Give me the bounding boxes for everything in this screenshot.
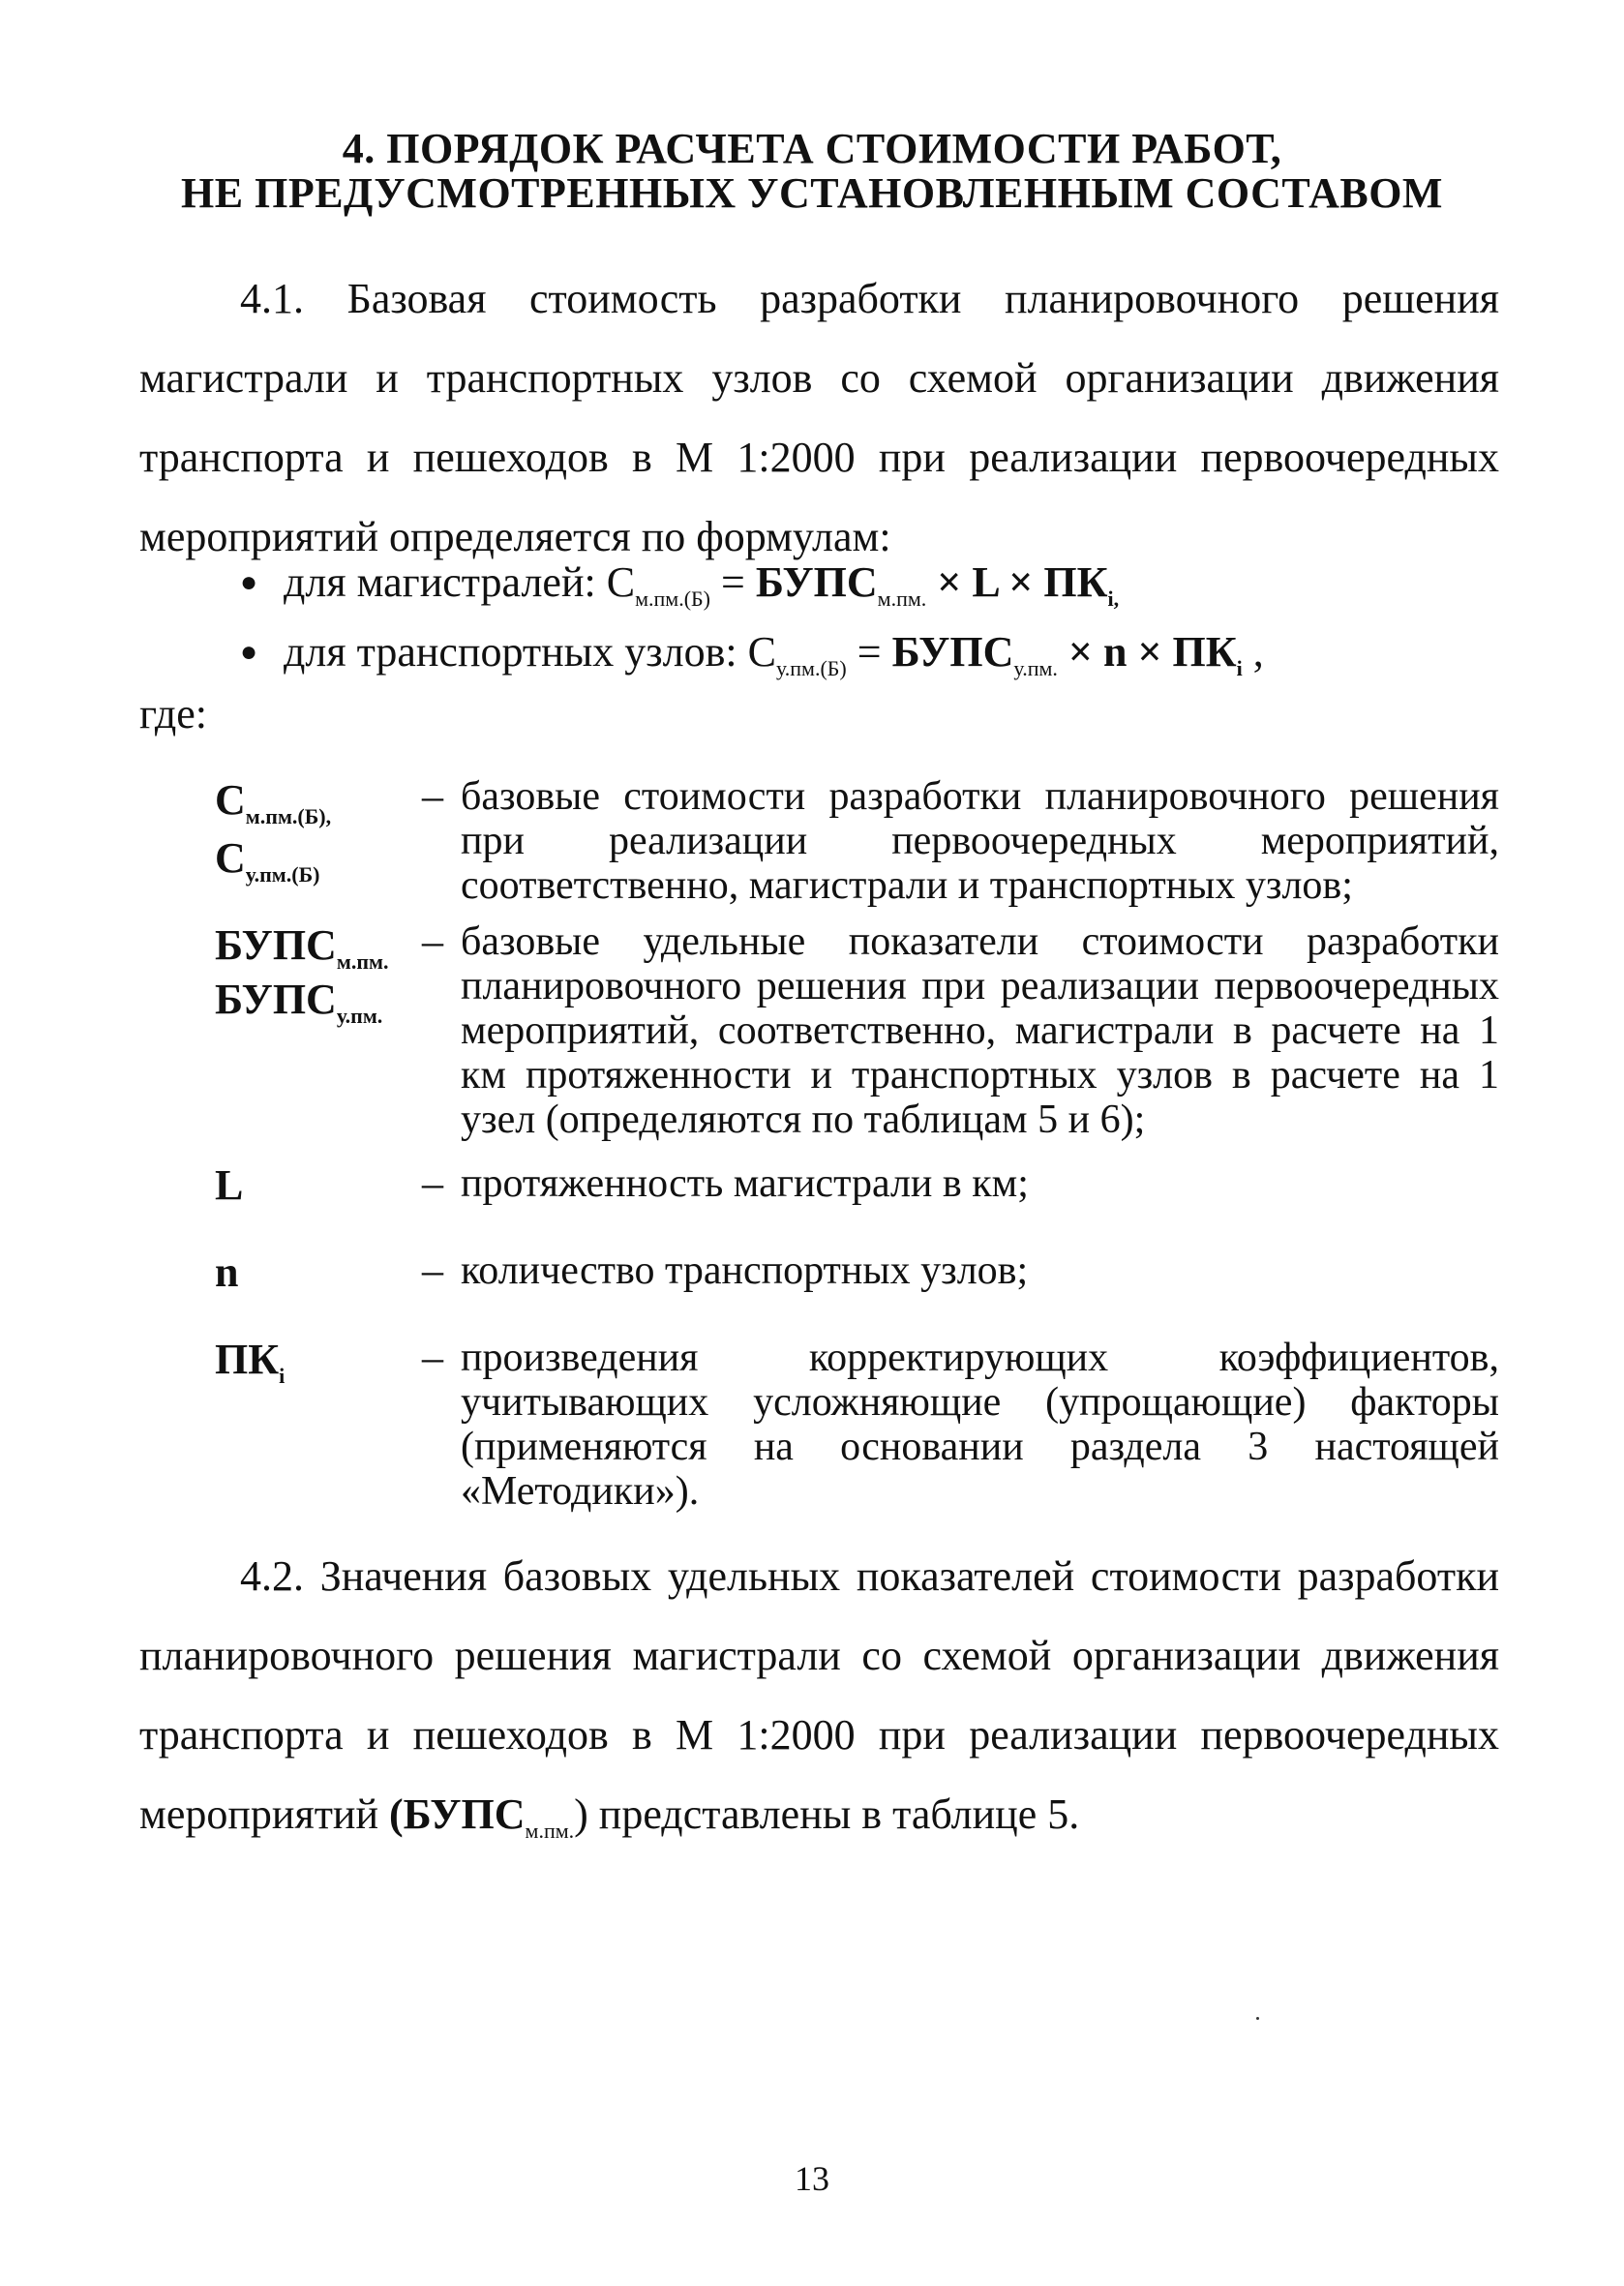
symbol-subscript: у.пм.(Б) (245, 862, 320, 887)
definition-text: базовые удельные показатели стоимости разработки планировочного решения при реализации первоочередных мероприятий, соответственно, магистрали в расчете на 1 км протяженности и транспортных узлов в расчете на 1 узел (определяются по таблицам 5 и 6); (461, 919, 1499, 1142)
paragraph-4-2 (139, 1537, 1499, 1861)
paragraph-4-1 (139, 259, 1499, 577)
definition-symbol (215, 772, 331, 835)
definition-text: количество транспортных узлов; (461, 1248, 1029, 1293)
definition-dash: – (422, 1334, 443, 1381)
definition-symbol (215, 830, 319, 893)
definition-dash: – (422, 1159, 443, 1207)
symbol-base: БУПС (215, 976, 337, 1023)
definition-dash: – (422, 1247, 443, 1294)
definition-text: базовые стоимости разработки планировочного решения при реализации первоочередных мероприятий, соответственно, магистрали и транспортных узлов; (461, 774, 1499, 908)
symbol-subscript: у.пм. (336, 1004, 383, 1028)
symbol-base: L (215, 1161, 244, 1209)
formula-bups: БУПС (755, 558, 878, 606)
paragraph-4-2-text: 4.2. Значения базовых удельных показателей стоимости разработки планировочного решения магистрали со схемой организации движения транспорта и пешеходов в М 1:2000 при реализации первоочередных мероприятий (139, 1552, 1499, 1838)
section-heading-line-2: НЕ ПРЕДУСМОТРЕННЫХ УСТАНОВЛЕННЫМ СОСТАВОМ (181, 169, 1443, 217)
formula-equals: = (857, 628, 882, 676)
definition-dash: – (422, 917, 443, 965)
formula-multipliers: × L × ПК (937, 558, 1108, 606)
symbol-subscript: м.пм.(Б), (245, 804, 332, 828)
formula-tail: , (1252, 628, 1264, 676)
formula-lhs-subscript: м.пм.(Б) (635, 587, 710, 611)
formula-lhs: С (747, 628, 776, 676)
definition-text: протяженность магистрали в км; (461, 1161, 1029, 1206)
definition-dash: – (422, 772, 443, 820)
definition-symbol (215, 972, 382, 1035)
formula-label: для магистралей: (284, 558, 596, 606)
definition-text: произведения корректирующих коэффициентов, учитывающих усложняющие (упрощающие) факторы (применяются на основании раздела 3 настоящей «Методики»). (461, 1336, 1499, 1514)
symbol-base: n (215, 1248, 239, 1296)
formula-bups: БУПС (891, 628, 1014, 676)
bullet-icon: ● (240, 635, 258, 668)
definition-symbol (215, 1245, 238, 1301)
definition-symbol (215, 1332, 285, 1395)
formula-equals: = (720, 558, 745, 606)
definition-symbol (215, 1158, 243, 1214)
formula-multipliers: × n × ПК (1068, 628, 1237, 676)
paragraph-4-2-symbol: (БУПС (389, 1790, 526, 1838)
symbol-base: БУПС (215, 921, 337, 969)
paragraph-4-2-tail: ) представлены в таблице 5. (574, 1790, 1080, 1838)
formula-lhs-subscript: у.пм.(Б) (775, 656, 847, 680)
formula-lhs: С (606, 558, 636, 606)
formula-bups-subscript: м.пм. (877, 587, 927, 611)
formula-index: i (1236, 656, 1243, 680)
formula-main-road (240, 557, 1120, 611)
symbol-base: С (215, 776, 246, 824)
formula-label: для транспортных узлов: (284, 628, 737, 676)
where-label: где: (139, 690, 207, 737)
scan-speck (1256, 2017, 1259, 2020)
formula-bups-subscript: у.пм. (1013, 656, 1058, 680)
symbol-subscript: i (279, 1364, 286, 1388)
paragraph-4-1-text: 4.1. Базовая стоимость разработки планировочного решения магистрали и транспортных узлов со схемой организации движения транспорта и пешеходов в М 1:2000 при реализации первоочередных мероприятий определяется по формулам: (139, 275, 1499, 560)
symbol-subscript: м.пм. (336, 949, 389, 974)
symbol-base: С (215, 834, 246, 882)
section-heading-line-1: 4. ПОРЯДОК РАСЧЕТА СТОИМОСТИ РАБОТ, (342, 125, 1282, 172)
formula-index: i, (1107, 587, 1120, 611)
paragraph-4-2-symbol-subscript: м.пм. (525, 1819, 575, 1843)
bullet-icon: ● (240, 565, 258, 598)
symbol-base: ПК (215, 1336, 280, 1383)
page-number: 13 (795, 2159, 829, 2198)
formula-transport-nodes (240, 627, 1264, 680)
